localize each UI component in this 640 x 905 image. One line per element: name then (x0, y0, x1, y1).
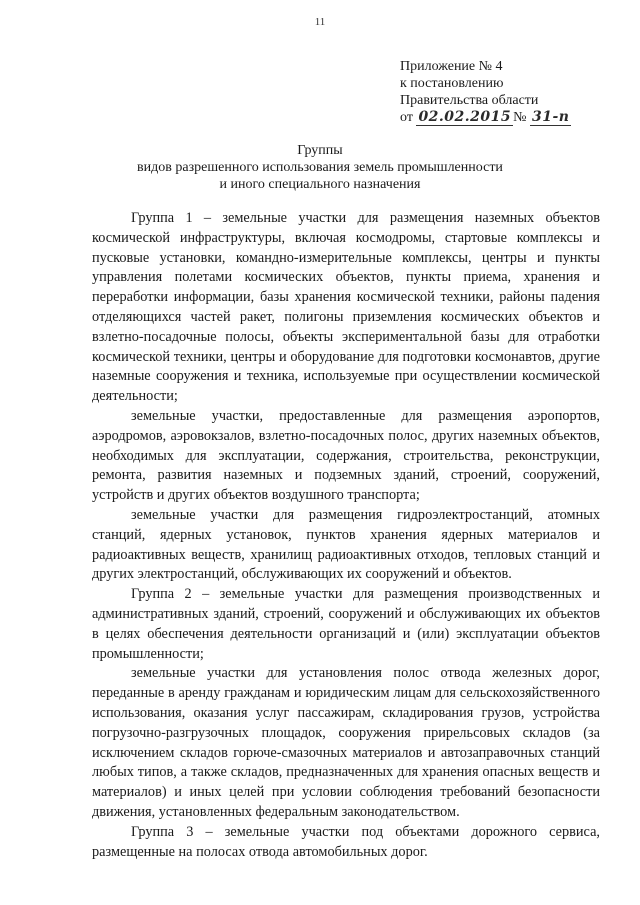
paragraph-group-2: Группа 2 – земельные участки для размещения производственных и административных зданий, строений, сооружений и обслуживающих их объектов в целях обеспечения деятельности организаций и (или) эксплуатации объектов промышленности; (92, 586, 600, 662)
appendix-date-line (400, 109, 571, 126)
appendix-header (400, 58, 571, 126)
handwritten-number: 31-п (531, 109, 570, 125)
paragraph-power-stations: земельные участки для размещения гидроэлектростанций, атомных станций, ядерных установок, пунктов хранения ядерных материалов и радиоактивных веществ, хранилищ радиоактивных отходов, тепловых станций и других электростанций, обслуживающих их сооружений и объектов. (92, 506, 600, 583)
document-body (92, 209, 600, 862)
number-sign: № (513, 110, 527, 125)
paragraph-group-1: Группа 1 – земельные участки для размещения наземных объектов космической инфраструктуры, включая космодромы, стартовые комплексы и пусковые установки, командно-измерительные комплексы, центры и пункты управления полетами космических объектов, пункты приема, хранения и переработки информации, базы хранения космической техники, районы падения отделяющихся частей ракет, полигоны приземления космических объектов и взлетно-посадочные полосы, объекты экспериментальной базы для отработки космической техники, центры и оборудование для подготовки космонавтов, другие наземные сооружения и техника, используемые при осуществлении космической деятельности; (92, 210, 600, 405)
page-number: 11 (314, 16, 326, 28)
document-title (0, 142, 640, 193)
appendix-line-2: к постановлению (400, 76, 504, 91)
title-line-1: Группы (297, 143, 343, 158)
paragraph-airports: земельные участки, предоставленные для размещения аэропортов, аэродромов, аэровокзалов, взлетно-посадочных полос, других наземных объектов, необходимых для эксплуатации, содержания, строительства, реконструкции, ремонта, развития наземных и подземных зданий, строений, сооружений, устройств и других объектов воздушного транспорта; (92, 407, 600, 504)
appendix-line-1: Приложение № 4 (400, 59, 503, 74)
title-line-3: и иного специального назначения (219, 177, 421, 192)
appendix-line-3: Правительства области (400, 93, 539, 108)
paragraph-railways: земельные участки для установления полос отвода железных дорог, переданные в аренду гражданам и юридическим лицам для сельскохозяйственного использования, оказания услуг пассажирам, складирования грузов, устройства погрузочно-разгрузочных площадок, сооружения прирельсовых складов (за исключением складов горюче-смазочных материалов и автозаправочных станций любых типов, а также складов, предназначенных для хранения опасных веществ и материалов) и иных целей при условии соблюдения требований безопасности движения, установленных федеральным законодательством. (92, 665, 600, 820)
title-line-2: видов разрешенного использования земель промышленности (137, 160, 503, 175)
date-prefix: от (400, 110, 413, 125)
paragraph-group-3: Группа 3 – земельные участки под объектами дорожного сервиса, размещенные на полосах отвода автомобильных дорог. (92, 823, 600, 860)
handwritten-date: 02.02.2015 (418, 109, 512, 125)
